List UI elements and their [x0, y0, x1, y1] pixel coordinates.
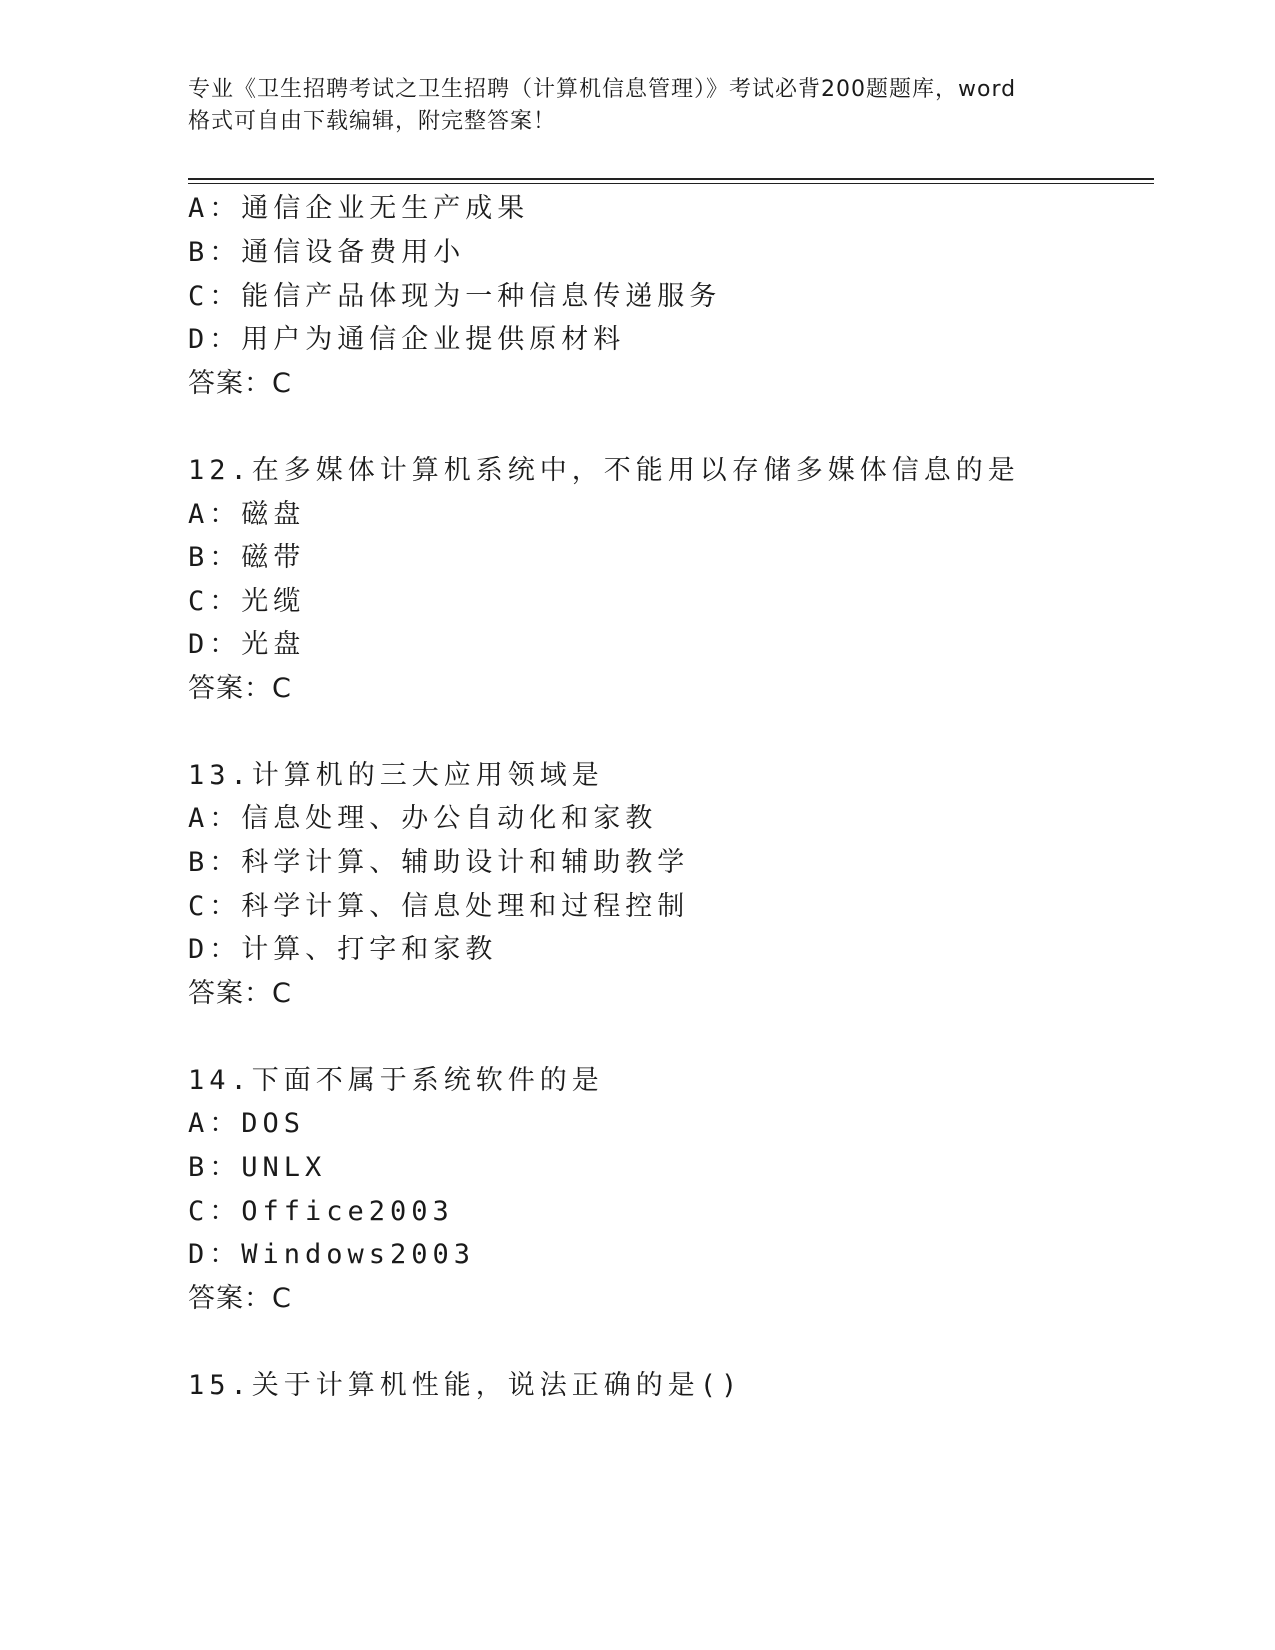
q13-stem: 13.计算机的三大应用领域是: [188, 760, 604, 791]
q12-stem: 12.在多媒体计算机系统中，不能用以存储多媒体信息的是: [188, 455, 1020, 486]
header-divider-thick: [188, 178, 1154, 180]
q12-answer: 答案：C: [188, 673, 292, 704]
q12-option-c: C：光缆: [188, 586, 306, 617]
q15-stem: 15.关于计算机性能，说法正确的是(): [188, 1370, 743, 1401]
q14-option-d: D：Windows2003: [188, 1239, 476, 1270]
q14-option-b: B：UNLX: [188, 1152, 327, 1183]
header-divider-thin: [188, 183, 1154, 184]
q13-option-a: A：信息处理、办公自动化和家教: [188, 803, 658, 834]
q11-option-b: B：通信设备费用小: [188, 237, 466, 268]
q14-answer: 答案：C: [188, 1283, 292, 1314]
q14-option-c: C：Office2003: [188, 1196, 454, 1227]
document-header: [188, 74, 1088, 138]
q13-option-b: B：科学计算、辅助设计和辅助教学: [188, 847, 690, 878]
header-line-2: 格式可自由下载编辑，附完整答案！: [188, 109, 557, 134]
q11-answer: 答案：C: [188, 368, 292, 399]
q11-option-c: C：能信产品体现为一种信息传递服务: [188, 281, 722, 312]
q11-option-d: D：用户为通信企业提供原材料: [188, 324, 626, 355]
q13-answer: 答案：C: [188, 978, 292, 1009]
q13-option-c: C：科学计算、信息处理和过程控制: [188, 891, 690, 922]
q12-option-d: D：光盘: [188, 629, 306, 660]
q14-option-a: A：DOS: [188, 1108, 306, 1139]
q12-option-a: A：磁盘: [188, 499, 306, 530]
q11-option-a: A：通信企业无生产成果: [188, 193, 530, 224]
header-line-1: 专业《卫生招聘考试之卫生招聘（计算机信息管理）》考试必背200题题库，word: [188, 77, 1017, 102]
q12-option-b: B：磁带: [188, 542, 306, 573]
q14-stem: 14.下面不属于系统软件的是: [188, 1065, 604, 1096]
q13-option-d: D：计算、打字和家教: [188, 934, 498, 965]
